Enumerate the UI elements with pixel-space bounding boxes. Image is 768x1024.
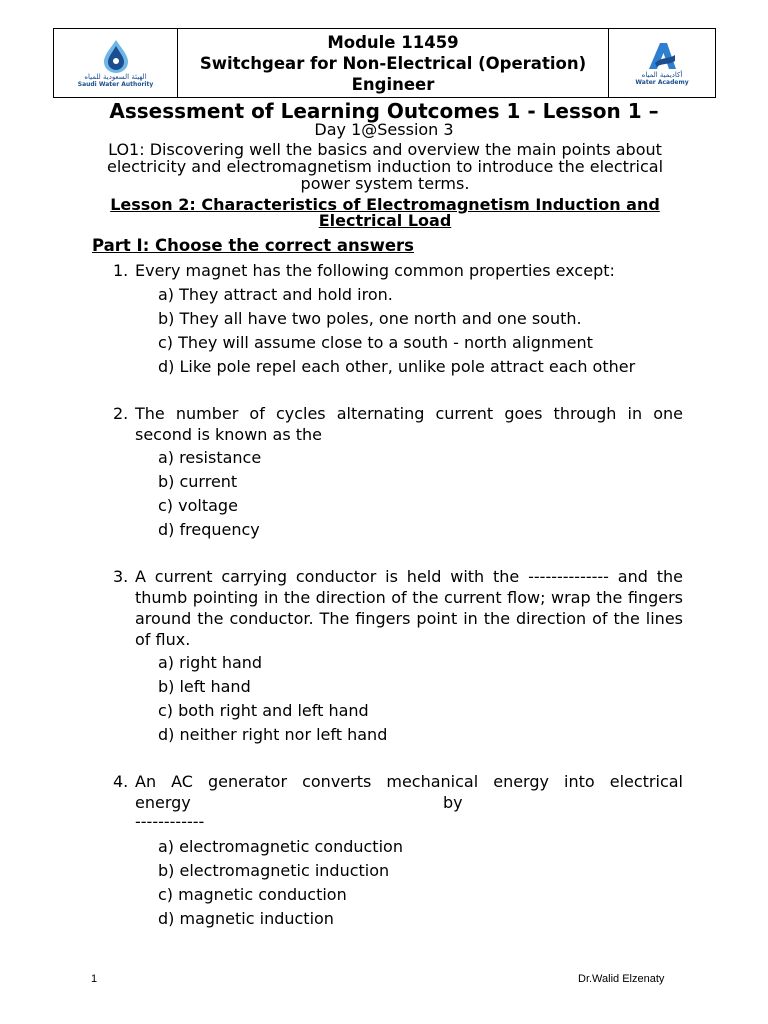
question-4 — [113, 771, 683, 830]
footer-author: Dr.Walid Elzenaty — [578, 973, 665, 985]
module-number: Module 11459 — [327, 32, 459, 52]
option-d[interactable]: d) frequency — [158, 520, 260, 539]
option-a[interactable]: a) They attract and hold iron. — [158, 285, 393, 304]
day-session: Day 1@Session 3 — [314, 120, 454, 139]
question-number: 1. — [113, 261, 129, 280]
stem-word-by: by — [443, 793, 463, 812]
question-stem: Every magnet has the following common properties except: — [135, 261, 615, 280]
option-c[interactable]: c) magnetic conduction — [158, 885, 347, 904]
option-b[interactable]: b) electromagnetic induction — [158, 861, 390, 880]
option-a[interactable]: a) electromagnetic conduction — [158, 837, 403, 856]
header-table — [53, 28, 716, 98]
question-number: 2. — [113, 404, 129, 423]
question-3-options — [158, 651, 387, 747]
option-d[interactable]: d) magnetic induction — [158, 909, 334, 928]
part-title: Part I: Choose the correct answers — [92, 236, 414, 255]
question-stem: The number of cycles alternating current goes through in one second is known as the — [135, 404, 683, 444]
option-b[interactable]: b) They all have two poles, one north and one south. — [158, 309, 582, 328]
option-c[interactable]: c) voltage — [158, 496, 238, 515]
option-d[interactable]: d) Like pole repel each other, unlike pole attract each other — [158, 357, 636, 376]
saudi-water-authority-logo — [54, 29, 178, 97]
question-4-options — [158, 835, 403, 931]
option-c[interactable]: c) They will assume close to a south - north alignment — [158, 333, 593, 352]
question-stem-line-1: An AC generator converts mechanical energy into electrical — [135, 772, 683, 791]
question-1-options — [158, 283, 635, 379]
option-a[interactable]: a) right hand — [158, 653, 263, 672]
question-blank: ------------ — [135, 812, 205, 831]
right-logo-english: Water Academy — [635, 78, 689, 86]
question-2 — [113, 403, 683, 445]
question-stem-line-2 — [135, 792, 683, 813]
water-drop-icon — [102, 39, 130, 73]
stem-word-energy: energy — [135, 793, 191, 812]
audience: Engineer — [351, 74, 435, 94]
question-1 — [113, 260, 683, 281]
learning-outcome: LO1: Discovering well the basics and overview the main points about electricity and electromagnetism induction to introduce the electrical power system terms. — [106, 140, 664, 193]
question-number: 3. — [113, 567, 129, 586]
question-3 — [113, 566, 683, 650]
question-number: 4. — [113, 772, 129, 791]
option-c[interactable]: c) both right and left hand — [158, 701, 369, 720]
question-2-options — [158, 446, 261, 542]
option-b[interactable]: b) left hand — [158, 677, 251, 696]
course-title: Switchgear for Non-Electrical (Operation) — [199, 53, 587, 73]
right-logo-arabic: أكاديمية المياه — [641, 70, 683, 79]
option-a[interactable]: a) resistance — [158, 448, 262, 467]
academy-a-icon — [645, 41, 679, 71]
question-stem: A current carrying conductor is held with the -------------- and the thumb pointing in the direction of the current flow; wrap the fingers around the conductor. The fingers point in the direction of the lines of flux. — [135, 567, 683, 649]
header-title-cell — [178, 29, 609, 97]
water-academy-logo — [609, 29, 715, 97]
left-logo-arabic: الهيئة السعودية للمياه — [84, 72, 147, 81]
option-b[interactable]: b) current — [158, 472, 238, 491]
assessment-title: Assessment of Learning Outcomes 1 - Lesson 1 – — [109, 99, 659, 123]
left-logo-english: Saudi Water Authority — [77, 80, 154, 88]
lesson-title: Lesson 2: Characteristics of Electromagnetism Induction and Electrical Load — [110, 195, 660, 230]
page-number: 1 — [91, 973, 98, 985]
option-d[interactable]: d) neither right nor left hand — [158, 725, 388, 744]
